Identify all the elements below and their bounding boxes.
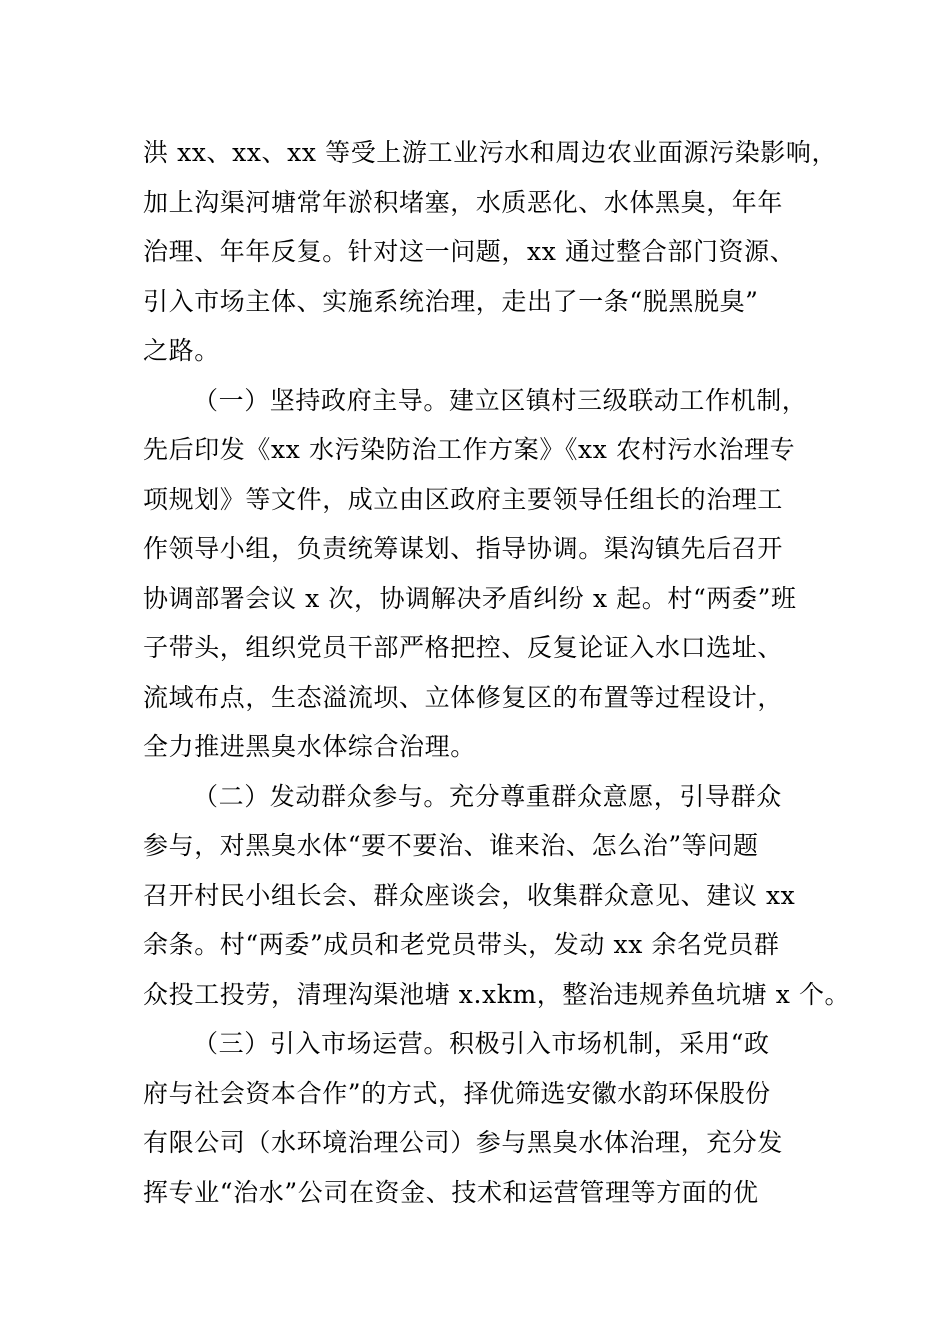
text-line: 府与社会资本合作”的方式，择优筛选安徽水韵环保股份 <box>143 1078 771 1108</box>
text-line: 召开村民小组长会、群众座谈会，收集群众意见、建议 xx <box>143 880 796 910</box>
text-line: 作领导小组，负责统筹谋划、指导协调。渠沟镇先后召开 <box>143 534 784 563</box>
text-line: 挥专业“治水”公司在资金、技术和运营管理等方面的优 <box>143 1177 759 1207</box>
text-line: 之路。 <box>143 336 220 365</box>
text-line: 子带头，组织党员干部严格把控、反复论证入水口选址、 <box>143 633 784 662</box>
text-line: 参与，对黑臭水体“要不要治、谁来治、怎么治”等问题 <box>143 831 759 860</box>
text-line: 众投工投劳，清理沟渠池塘 x.xkm，整治违规养鱼坑塘 x 个。 <box>143 979 851 1009</box>
section-heading-line: （二）发动群众参与。充分尊重群众意愿，引导群众 <box>193 781 782 811</box>
text-line: 流域布点，生态溢流坝、立体修复区的布置等过程设计， <box>143 682 784 712</box>
text-line: 引入市场主体、实施系统治理，走出了一条“脱黑脱臭” <box>143 286 759 316</box>
text-line: 先后印发《xx 水污染防治工作方案》《xx 农村污水治理专 <box>143 435 796 464</box>
text-line: 项规划》等文件，成立由区政府主要领导任组长的治理工 <box>143 484 784 514</box>
text-line: 有限公司（水环境治理公司）参与黑臭水体治理，充分发 <box>143 1128 784 1157</box>
body-text <box>143 128 851 1217</box>
section-heading-line: （三）引入市场运营。积极引入市场机制，采用“政 <box>193 1029 770 1058</box>
section-heading-line: （一）坚持政府主导。建立区镇村三级联动工作机制， <box>193 385 808 415</box>
text-line: 洪 xx、xx、xx 等受上游工业污水和周边农业面源污染影响， <box>143 138 838 167</box>
text-line: 余条。村“两委”成员和老党员带头，发动 xx 余名党员群 <box>143 930 780 959</box>
text-line: 全力推进黑臭水体综合治理。 <box>143 732 476 761</box>
text-line: 治理、年年反复。针对这一问题，xx 通过整合部门资源、 <box>143 237 796 266</box>
text-line: 协调部署会议 x 次，协调解决矛盾纠纷 x 起。村“两委”班 <box>143 583 797 613</box>
text-line: 加上沟渠河塘常年淤积堵塞，水质恶化、水体黑臭，年年 <box>143 187 784 217</box>
